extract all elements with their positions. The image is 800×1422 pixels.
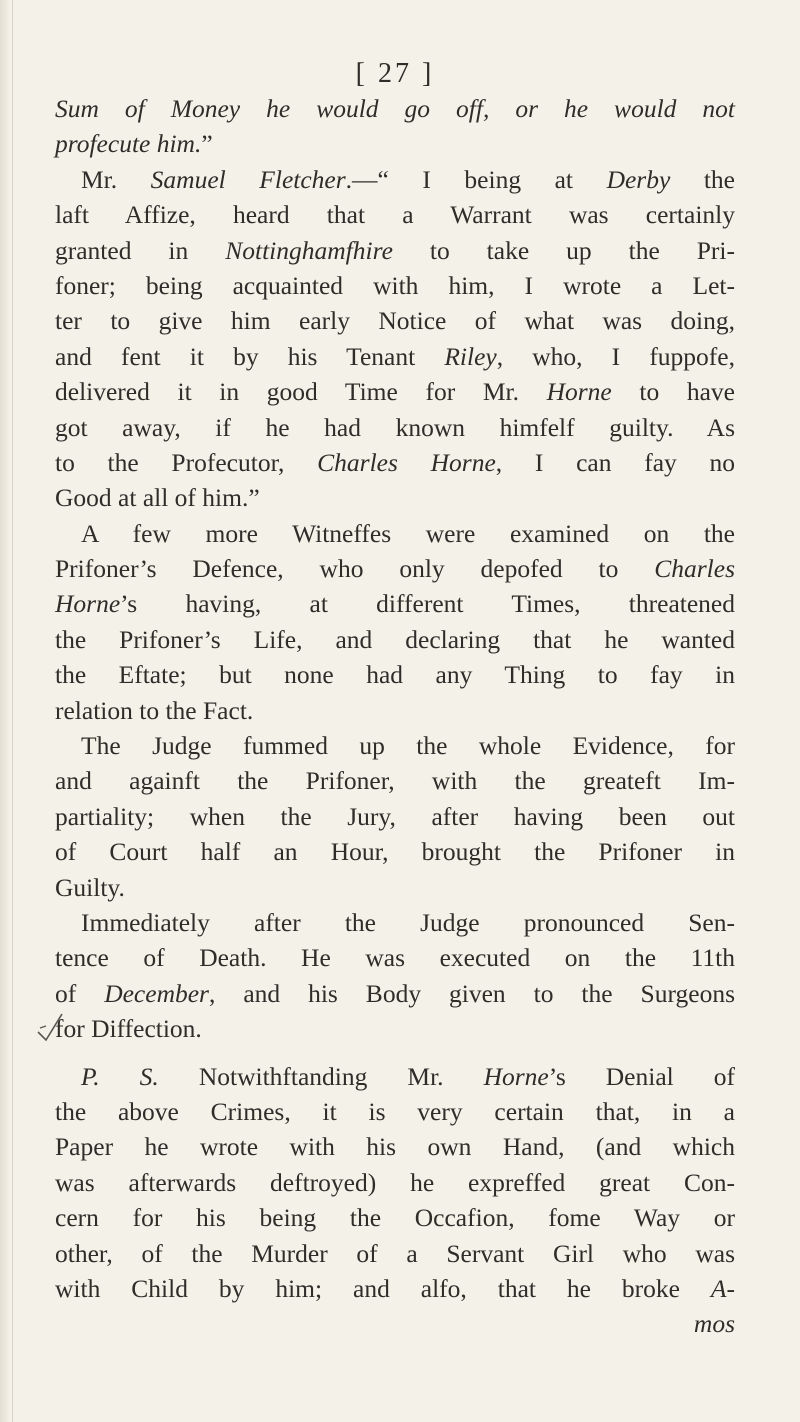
page-edge-line (12, 0, 13, 1422)
text-segment: to the Profecutor, (55, 447, 318, 477)
italic-segment: Nottinghamfhire (225, 235, 393, 265)
text-line (55, 1165, 735, 1200)
italic-segment: P. S. (81, 1061, 159, 1091)
italic-segment: Derby (606, 164, 671, 194)
text-segment: laft Affize, heard that a Warrant was certainly (55, 200, 735, 230)
italic-segment: profecute him. (55, 129, 202, 159)
text-segment: , I can fay no (495, 447, 735, 477)
italic-segment: Horne (55, 589, 121, 619)
italic-segment: Charles Horne (317, 447, 496, 477)
italic-segment: A- (710, 1273, 735, 1303)
body-text (55, 91, 735, 1306)
text-line (55, 834, 735, 869)
text-line (55, 268, 735, 303)
text-line (55, 445, 735, 480)
text-segment: Good at all of him.” (55, 483, 260, 513)
text-line (55, 126, 735, 161)
text-segment: delivered it in good Time for Mr. (55, 377, 547, 407)
italic-segment: Riley (444, 341, 497, 371)
text-line (55, 1200, 735, 1235)
text-segment: and fent it by his Tenant (55, 341, 445, 371)
text-segment: other, of the Murder of a Servant Girl who was (55, 1238, 735, 1268)
text-line (55, 480, 735, 515)
italic-segment: Horne (483, 1061, 549, 1091)
text-line (55, 197, 735, 232)
text-segment: .—“ I being at (345, 164, 607, 194)
book-page (55, 57, 735, 1342)
text-segment: Paper he wrote with his own Hand, (and which (55, 1132, 735, 1162)
text-segment: cern for his being the Occafion, fome Way or (55, 1203, 735, 1233)
text-segment: ter to give him early Notice of what was doing, (55, 306, 735, 336)
text-line (55, 339, 735, 374)
text-segment: got away, if he had known himfelf guilty. As (55, 412, 735, 442)
page-number-header: [ 27 ] (355, 58, 435, 89)
text-line (55, 905, 735, 940)
text-line (55, 870, 735, 905)
text-line (55, 657, 735, 692)
text-line (55, 1094, 735, 1129)
text-segment: for Diffection. (55, 1014, 202, 1044)
text-segment: of (55, 978, 105, 1008)
text-line (55, 91, 735, 126)
italic-segment: Charles (654, 554, 735, 584)
text-segment: , who, I fuppofe, (496, 341, 735, 371)
text-line (55, 233, 735, 268)
text-line (55, 1271, 735, 1306)
text-segment: A few more Witneffes were examined on the (81, 518, 735, 548)
text-segment: Immediately after the Judge pronounced Sen- (81, 907, 735, 937)
text-line (55, 940, 735, 975)
text-segment: the Eftate; but none had any Thing to fay in (55, 660, 735, 690)
text-line (55, 516, 735, 551)
text-segment: Notwithftanding Mr. (158, 1061, 484, 1091)
text-segment: the Prifoner’s Life, and declaring that he wanted (55, 624, 735, 654)
text-line (55, 1236, 735, 1271)
text-line (55, 693, 735, 728)
text-segment: ” (201, 129, 213, 159)
text-segment: to take up the Pri- (392, 235, 735, 265)
text-segment: the above Crimes, it is very certain that, in a (55, 1096, 735, 1126)
text-segment: and againft the Prifoner, with the greateft Im- (55, 766, 735, 796)
text-segment: The Judge fummed up the whole Evidence, for (81, 731, 735, 761)
page-gutter-shadow (0, 0, 10, 1422)
text-line (55, 728, 735, 763)
text-line (55, 1129, 735, 1164)
text-segment: was afterwards deftroyed) he expreffed great Con- (55, 1167, 735, 1197)
text-line (55, 622, 735, 657)
italic-segment: December (104, 978, 209, 1008)
text-line (55, 763, 735, 798)
text-segment: to have (611, 377, 735, 407)
text-segment: ’s Denial of (548, 1061, 735, 1091)
text-segment: partiality; when the Jury, after having been out (55, 801, 735, 831)
text-segment: granted in (55, 235, 226, 265)
text-segment: ’s having, at different Times, threatened (120, 589, 735, 619)
italic-segment: Horne (546, 377, 612, 407)
text-line (55, 1059, 735, 1094)
text-segment: Guilty. (55, 872, 125, 902)
text-line (55, 586, 735, 621)
text-segment: relation to the Fact. (55, 695, 254, 725)
italic-segment: Samuel Fletcher (150, 164, 346, 194)
catchword: mos (693, 1309, 735, 1339)
text-line (55, 162, 735, 197)
italic-segment: Sum of Money he would go off, or he would not (55, 94, 735, 123)
text-segment: of Court half an Hour, brought the Prifoner in (55, 837, 735, 867)
text-line (55, 374, 735, 409)
text-line (55, 976, 735, 1011)
text-segment: foner; being acquainted with him, I wrote a Let- (55, 270, 735, 300)
text-segment: Mr. (81, 164, 151, 194)
text-line (55, 303, 735, 338)
text-segment: with Child by him; and alfo, that he broke (55, 1273, 711, 1303)
text-segment: , and his Body given to the Surgeons (208, 978, 735, 1008)
text-line (55, 551, 735, 586)
text-line (55, 799, 735, 834)
text-line (55, 410, 735, 445)
text-segment: tence of Death. He was executed on the 11th (55, 943, 735, 973)
text-line (55, 1011, 735, 1046)
text-segment: Prifoner’s Defence, who only depofed to (55, 554, 655, 584)
text-segment: the (670, 164, 735, 194)
